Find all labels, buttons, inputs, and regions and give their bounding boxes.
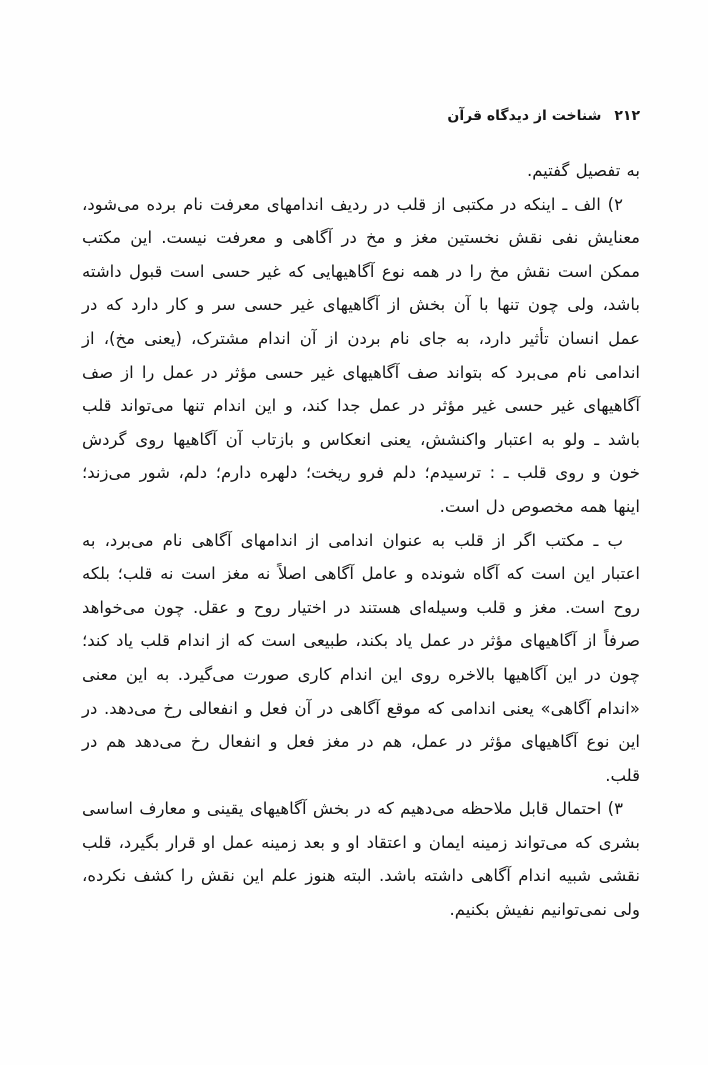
- page-body: [82, 154, 640, 927]
- paragraph: ۲) الف ـ اینکه در مکتبی از قلب در ردیف اندامهای معرفت نام برده می‌شود، معنایش نفی نقش نخستین مغز و مخ در آگاهی و معرفت نیست. این مکتب ممکن است نقش مخ را در همه نوع آگاهیهایی که غیر حسی است قبول داشته باشد، ولی چون تنها با آن بخش از آگاهیهای غیر حسی سر و کار دارد که در عمل انسان تأثیر دارد، به جای نام بردن از آن اندام مشترک، (یعنی مخ)، از اندامی نام می‌برد که بتواند صف آگاهیهای غیر حسی مؤثر در عمل را از صف آگاهیهای غیر حسی غیر مؤثر در عمل جدا کند، و این اندام تنها می‌تواند قلب باشد ـ ولو به اعتبار واکنشش، یعنی انعکاس و بازتاب آن آگاهیها روی گردش خون و روی قلب ـ : ترسیدم؛ دلم فرو ریخت؛ دلهره دارم؛ دلم، شور می‌زند؛ اینها همه مخصوص دل است.: [82, 194, 640, 516]
- paragraph: ب ـ مکتب اگر از قلب به عنوان اندامی از اندامهای آگاهی نام می‌برد، به اعتبار این است که آگاه شونده و عامل آگاهی اصلاً نه مغز است نه قلب؛ بلکه روح است. مغز و قلب وسیله‌ای هستند در اختیار روح و عقل. چون می‌خواهد صرفاً از آگاهیهای مؤثر در عمل یاد بکند، طبیعی است که از اندام قلب یاد کند؛ چون در این آگاهیها بالاخره روی این اندام کاری صورت می‌گیرد. به این معنی «اندام آگاهی» یعنی اندامی که موقع آگاهی در آن فعل و انفعالی رخ می‌دهد. در این نوع آگاهیهای مؤثر در عمل، هم در مغز فعل و انفعال رخ می‌دهد هم در قلب.: [82, 530, 640, 785]
- paragraph: ۳) احتمال قابل ملاحظه می‌دهیم که در بخش آگاهیهای یقینی و معارف اساسی بشری که می‌تواند زمینه ایمان و اعتقاد او و بعد زمینه عمل او قرار بگیرد، قلب نقشی شبیه اندام آگاهی داشته باشد. البته هنوز علم این نقش را کشف نکرده، ولی نمی‌توانیم نفیش بکنیم.: [82, 799, 640, 920]
- page-number: ۲۱۲: [614, 108, 640, 124]
- page-header: [82, 106, 640, 126]
- running-title: شناخت از دیدگاه قرآن: [447, 108, 602, 124]
- paragraph: به تفصیل گفتیم.: [526, 161, 640, 180]
